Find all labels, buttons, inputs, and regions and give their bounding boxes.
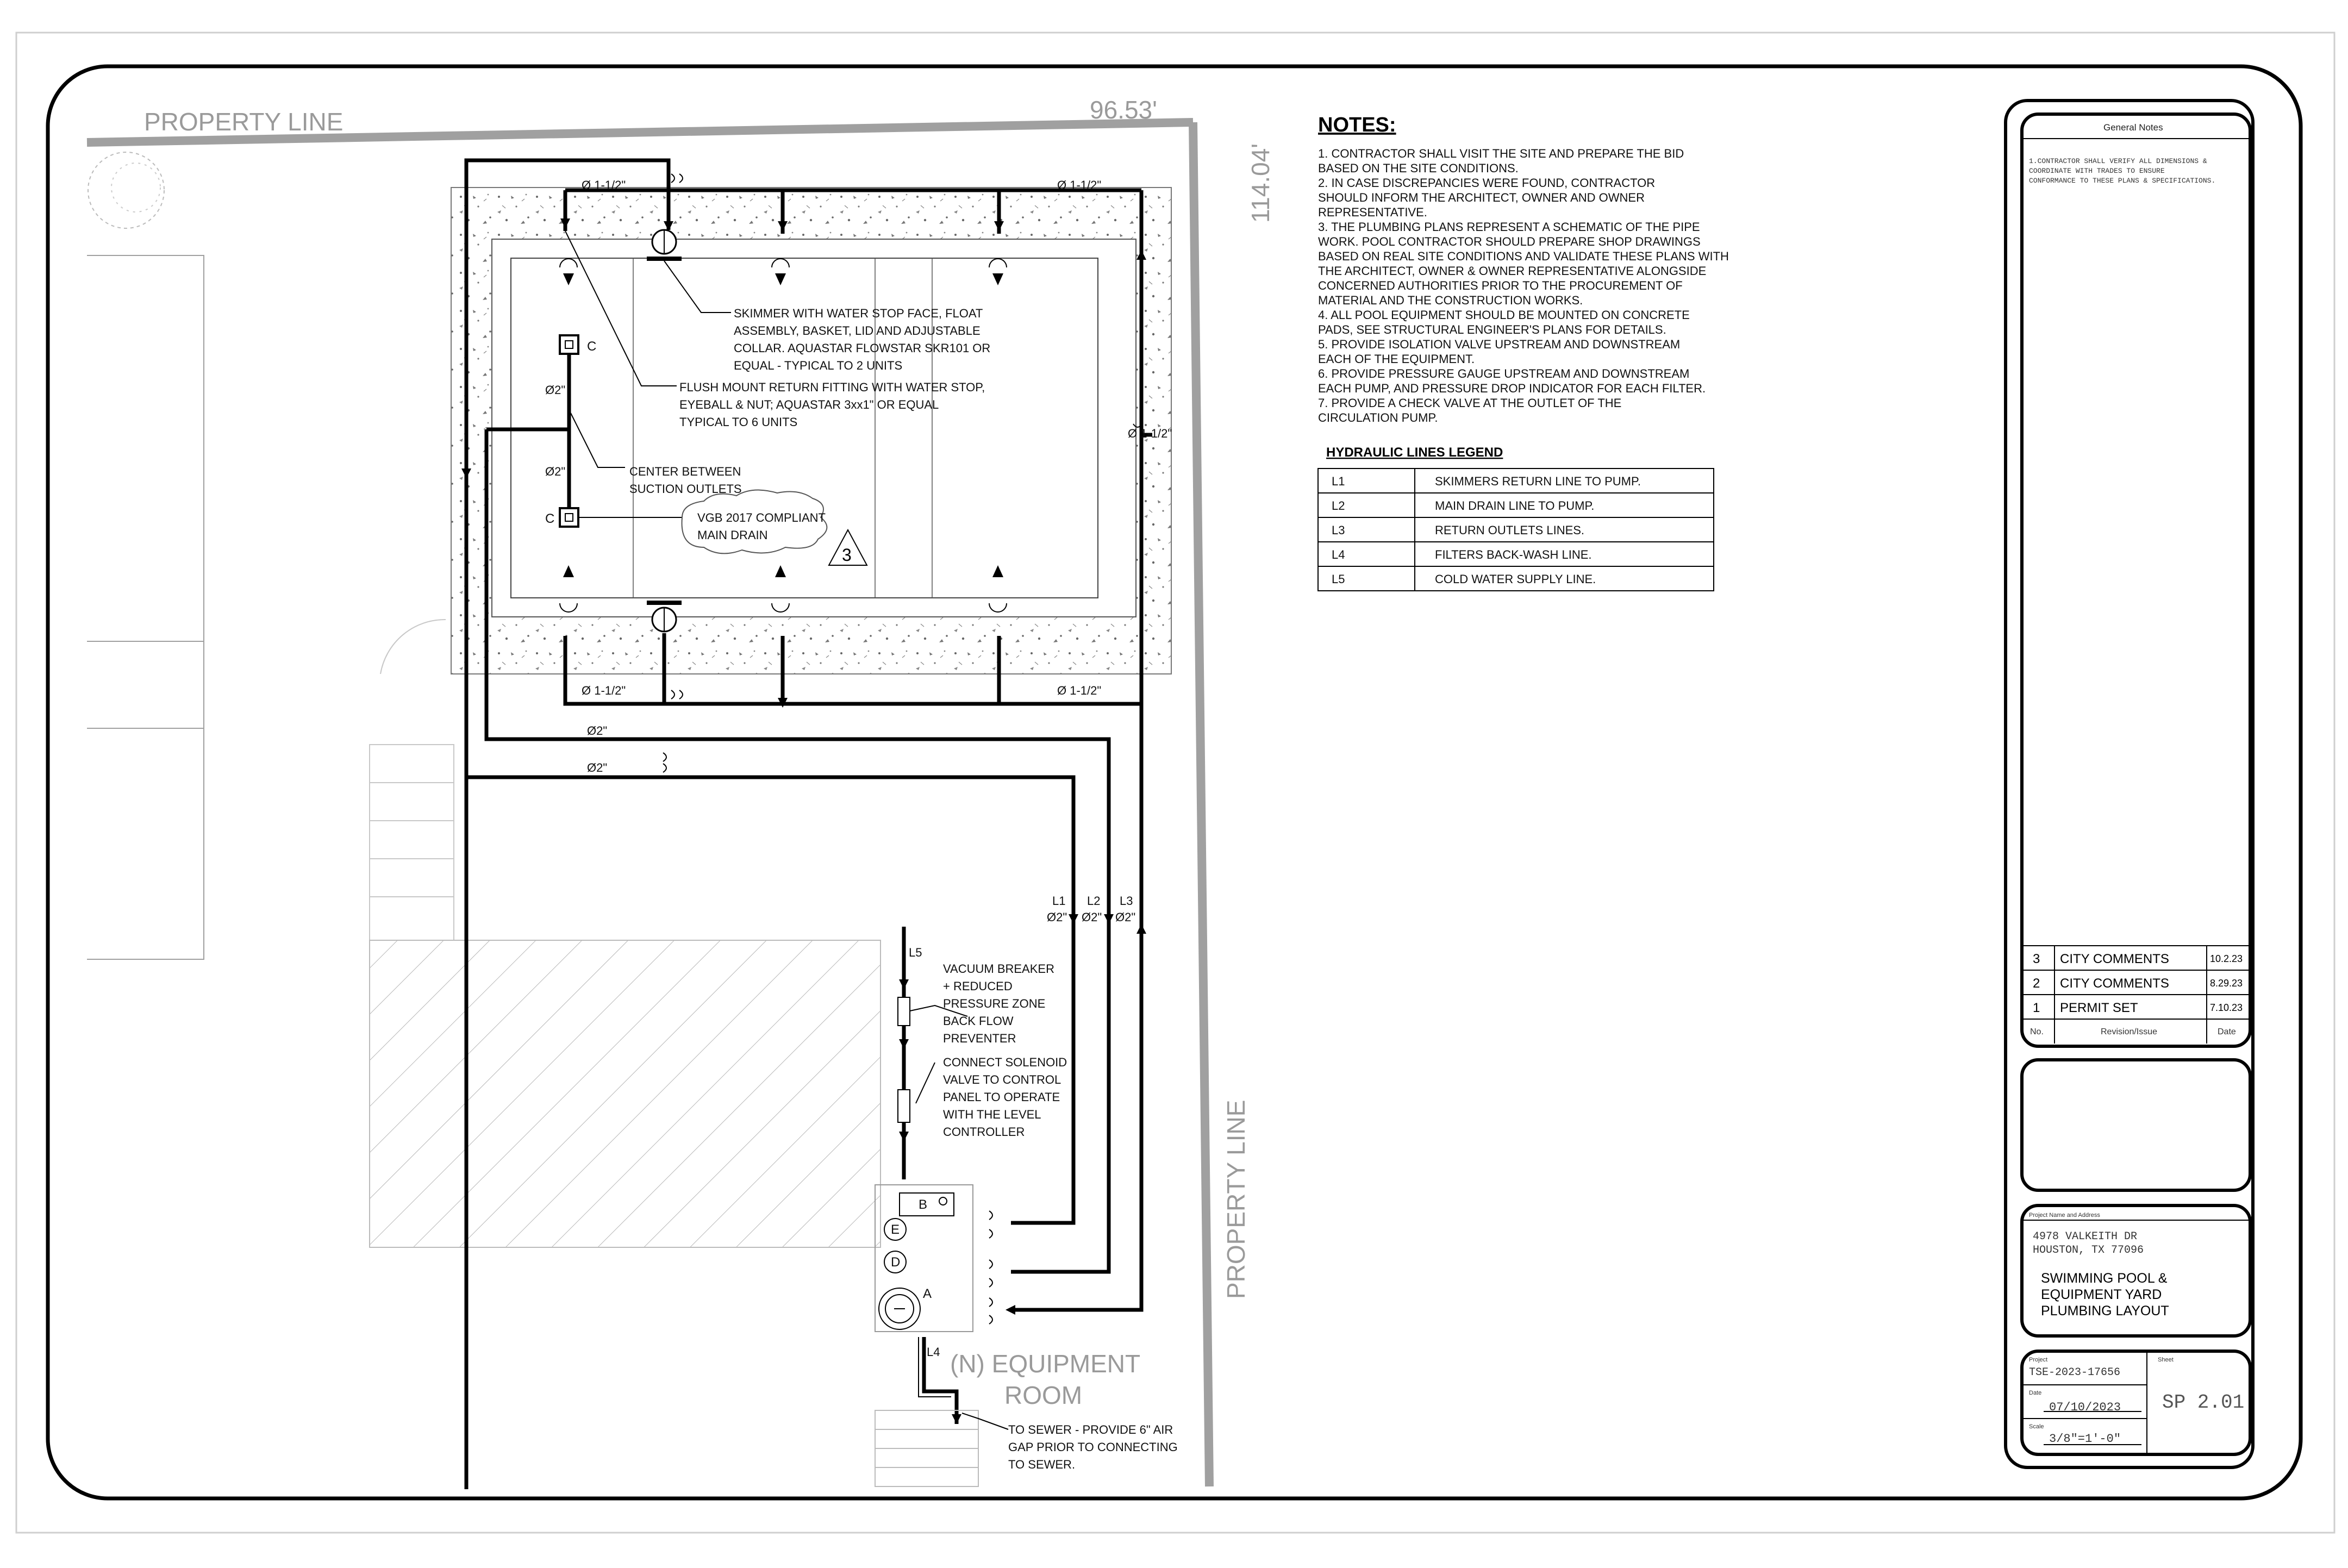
project-no-label: Project bbox=[2029, 1357, 2048, 1363]
svg-text:FLUSH MOUNT RETURN FITTING WIT: FLUSH MOUNT RETURN FITTING WITH WATER STOP, bbox=[679, 380, 985, 394]
svg-text:No.: No. bbox=[2030, 1027, 2044, 1036]
svg-text:TYPICAL TO 6 UNITS: TYPICAL TO 6 UNITS bbox=[679, 415, 798, 429]
line-l5-label: L5 bbox=[909, 946, 922, 959]
svg-text:TO SEWER.: TO SEWER. bbox=[1008, 1458, 1076, 1471]
svg-text:EACH OF THE EQUIPMENT.: EACH OF THE EQUIPMENT. bbox=[1318, 352, 1475, 366]
svg-text:SKIMMERS RETURN LINE TO PUMP.: SKIMMERS RETURN LINE TO PUMP. bbox=[1435, 474, 1641, 488]
address-line-1: 4978 VALKEITH DR bbox=[2033, 1230, 2138, 1243]
solenoid-callout bbox=[943, 1055, 1067, 1139]
line-l3-size: Ø2" bbox=[1115, 910, 1136, 924]
svg-text:PERMIT SET: PERMIT SET bbox=[2060, 1001, 2138, 1015]
pipe-size-top-left: Ø 1-1/2" bbox=[582, 178, 626, 192]
svg-text:PRESSURE ZONE: PRESSURE ZONE bbox=[943, 997, 1046, 1010]
title-block-frame bbox=[2006, 101, 2253, 1467]
solenoid-valve bbox=[898, 1090, 910, 1122]
svg-text:MATERIAL AND THE CONSTRUCTION: MATERIAL AND THE CONSTRUCTION WORKS. bbox=[1318, 293, 1583, 307]
sheet-date: 07/10/2023 bbox=[2049, 1401, 2121, 1414]
svg-text:1.CONTRACTOR SHALL VERIFY ALL: 1.CONTRACTOR SHALL VERIFY ALL DIMENSIONS & bbox=[2029, 157, 2207, 165]
svg-text:ASSEMBLY, BASKET, LID AND ADJU: ASSEMBLY, BASKET, LID AND ADJUSTABLE bbox=[734, 324, 981, 338]
project-name-label: Project Name and Address bbox=[2029, 1212, 2100, 1219]
svg-text:SUCTION OUTLETS: SUCTION OUTLETS bbox=[629, 482, 742, 496]
svg-text:EACH PUMP, AND PRESSURE DROP I: EACH PUMP, AND PRESSURE DROP INDICATOR FOR EACH FILTER. bbox=[1318, 382, 1706, 395]
svg-text:PANEL TO OPERATE: PANEL TO OPERATE bbox=[943, 1090, 1060, 1104]
equipment-b-label: B bbox=[919, 1197, 928, 1212]
address-line-2: HOUSTON, TX 77096 bbox=[2033, 1244, 2144, 1257]
backflow-preventer bbox=[898, 997, 910, 1026]
general-notes-title: General Notes bbox=[2103, 122, 2163, 133]
revision-triangle-number: 3 bbox=[842, 545, 852, 565]
stamp-box bbox=[2022, 1060, 2250, 1190]
svg-text:REPRESENTATIVE.: REPRESENTATIVE. bbox=[1318, 205, 1427, 219]
svg-text:3. THE PLUMBING PLANS: 3. THE PLUMBING PLANS REPRESENT A SCHEMATIC OF THE PIPE bbox=[1318, 220, 1700, 234]
property-line-side-label: PROPERTY LINE bbox=[1222, 1100, 1250, 1299]
svg-text:GAP PRIOR TO CONNECTING: GAP PRIOR TO CONNECTING bbox=[1008, 1440, 1178, 1454]
equipment-room-label-2: ROOM bbox=[1004, 1381, 1083, 1409]
pipe-size-bottom-left: Ø 1-1/2" bbox=[582, 684, 626, 697]
svg-text:CONNECT SOLENOID: CONNECT SOLENOID bbox=[943, 1055, 1067, 1069]
svg-text:VALVE TO CONTROL: VALVE TO CONTROL bbox=[943, 1073, 1061, 1086]
sheet-title bbox=[2041, 1271, 2169, 1319]
svg-text:BASED ON REAL SITE CONDITIONS: BASED ON REAL SITE CONDITIONS AND VALIDATE THESE PLANS WITH bbox=[1318, 249, 1729, 263]
sheet-scale: 3/8"=1'-0" bbox=[2049, 1432, 2121, 1446]
notes-title: NOTES: bbox=[1318, 114, 1396, 136]
svg-text:10.2.23: 10.2.23 bbox=[2210, 953, 2243, 964]
general-notes-box bbox=[2022, 114, 2250, 1046]
line-l4-label: L4 bbox=[927, 1345, 940, 1359]
pipe-size-run-1: Ø2" bbox=[587, 724, 608, 738]
svg-text:FILTERS BACK-WASH LINE.: FILTERS BACK-WASH LINE. bbox=[1435, 548, 1592, 561]
svg-text:COORDINATE WITH TRADES TO ENSU: COORDINATE WITH TRADES TO ENSURE bbox=[2029, 167, 2165, 175]
svg-text:CENTER BETWEEN: CENTER BETWEEN bbox=[629, 465, 741, 478]
svg-text:EQUAL - TYPICAL TO 2 UNITS: EQUAL - TYPICAL TO 2 UNITS bbox=[734, 359, 903, 372]
main-drain-2-label: C bbox=[545, 511, 555, 526]
svg-text:PLUMBING LAYOUT: PLUMBING LAYOUT bbox=[2041, 1303, 2169, 1319]
outer-sheet-border bbox=[16, 33, 2334, 1533]
pipe-size-bottom-right: Ø 1-1/2" bbox=[1057, 684, 1102, 697]
property-line-top-label: PROPERTY LINE bbox=[144, 108, 344, 136]
svg-text:CIRCULATION PUMP.: CIRCULATION PUMP. bbox=[1318, 411, 1438, 424]
property-line-side bbox=[1193, 122, 1209, 1486]
svg-text:6. PROVIDE PRESSURE G: 6. PROVIDE PRESSURE GAUGE UPSTREAM AND DOWNSTREAM bbox=[1318, 367, 1690, 380]
svg-text:1. CONTRACTOR SHALL V: 1. CONTRACTOR SHALL VISIT THE SITE AND PREPARE THE BID bbox=[1318, 147, 1684, 160]
sheet-label: Sheet bbox=[2158, 1357, 2174, 1363]
svg-text:5. PROVIDE ISOLATION: 5. PROVIDE ISOLATION VALVE UPSTREAM AND DOWNSTREAM bbox=[1318, 338, 1681, 351]
steps-outline bbox=[370, 620, 454, 940]
scale-label: Scale bbox=[2029, 1423, 2044, 1430]
svg-text:1: 1 bbox=[2033, 1001, 2040, 1015]
sewer-steps bbox=[875, 1410, 978, 1486]
main-drain-1 bbox=[560, 335, 578, 354]
svg-text:L5: L5 bbox=[1332, 572, 1345, 586]
svg-text:L4: L4 bbox=[1332, 548, 1345, 561]
vacuum-breaker-callout bbox=[943, 962, 1054, 1045]
svg-text:CONTROLLER: CONTROLLER bbox=[943, 1125, 1025, 1139]
svg-text:TO SEWER - PROVIDE 6" AIR: TO SEWER - PROVIDE 6" AIR bbox=[1008, 1423, 1173, 1436]
svg-text:8.29.23: 8.29.23 bbox=[2210, 978, 2243, 989]
svg-text:EYEBALL & NUT; AQUASTAR 3xx1": EYEBALL & NUT; AQUASTAR 3xx1" OR EQUAL bbox=[679, 398, 939, 411]
svg-text:SWIMMING POOL &: SWIMMING POOL & bbox=[2041, 1271, 2168, 1286]
svg-text:VGB 2017 COMPLIANT: VGB 2017 COMPLIANT bbox=[697, 511, 826, 524]
svg-text:COLLAR. AQUASTAR FLOWSTAR SKR1: COLLAR. AQUASTAR FLOWSTAR SKR101 OR bbox=[734, 341, 991, 355]
svg-text:SKIMMER WITH WATER STOP FACE,: SKIMMER WITH WATER STOP FACE, FLOAT bbox=[734, 307, 983, 320]
notes-body bbox=[1318, 147, 1729, 424]
equipment-e-label: E bbox=[891, 1222, 900, 1237]
line-l2-size: Ø2" bbox=[1082, 910, 1102, 924]
svg-text:Revision/Issue: Revision/Issue bbox=[2101, 1027, 2158, 1036]
project-no: TSE-2023-17656 bbox=[2029, 1366, 2121, 1379]
svg-text:MAIN DRAIN LINE TO PUMP.: MAIN DRAIN LINE TO PUMP. bbox=[1435, 499, 1595, 513]
svg-text:CITY COMMENTS: CITY COMMENTS bbox=[2060, 976, 2169, 991]
svg-text:VACUUM BREAKER: VACUUM BREAKER bbox=[943, 962, 1054, 976]
svg-text:L2: L2 bbox=[1332, 499, 1345, 513]
line-l1-size: Ø2" bbox=[1047, 910, 1067, 924]
svg-text:3: 3 bbox=[2033, 952, 2040, 966]
dim-top-label: 96.53' bbox=[1090, 96, 1157, 124]
line-l1-label: L1 bbox=[1052, 894, 1066, 908]
svg-text:WITH THE LEVEL: WITH THE LEVEL bbox=[943, 1108, 1041, 1121]
dim-side-label: 114.04' bbox=[1246, 143, 1275, 223]
pipe-size-left-lower: Ø2" bbox=[545, 465, 566, 478]
svg-text:L1: L1 bbox=[1332, 474, 1345, 488]
svg-text:THE ARCHITECT, OWNER & OWNER R: THE ARCHITECT, OWNER & OWNER REPRESENTATIVE ALONGSIDE bbox=[1318, 264, 1707, 278]
equipment-room-label-1: (N) EQUIPMENT bbox=[950, 1350, 1141, 1378]
line-l3-label: L3 bbox=[1120, 894, 1133, 908]
line-l2-label: L2 bbox=[1087, 894, 1101, 908]
main-drain-1-label: C bbox=[587, 339, 597, 354]
tree-symbol bbox=[88, 152, 164, 228]
svg-text:WORK. POOL CONTRACTOR SHOULD P: WORK. POOL CONTRACTOR SHOULD PREPARE SHOP DRAWINGS bbox=[1318, 235, 1701, 248]
svg-text:CONCERNED AUTHORITIES PRIOR TO: CONCERNED AUTHORITIES PRIOR TO THE PROCUREMENT OF bbox=[1318, 279, 1683, 292]
pipe-size-right-side: Ø 1-1/2" bbox=[1128, 427, 1172, 440]
pipe-size-run-2: Ø2" bbox=[587, 761, 608, 774]
legend-title: HYDRAULIC LINES LEGEND bbox=[1326, 445, 1503, 460]
svg-text:L3: L3 bbox=[1332, 523, 1345, 537]
svg-text:2: 2 bbox=[2033, 976, 2040, 991]
svg-text:CONFORMANCE TO THESE PLANS & S: CONFORMANCE TO THESE PLANS & SPECIFICATIONS. bbox=[2029, 177, 2216, 185]
svg-text:MAIN DRAIN: MAIN DRAIN bbox=[697, 528, 768, 542]
svg-text:SHOULD INFORM THE ARCHITECT, O: SHOULD INFORM THE ARCHITECT, OWNER AND OWNER bbox=[1318, 191, 1645, 204]
svg-text:RETURN OUTLETS LINES.: RETURN OUTLETS LINES. bbox=[1435, 523, 1585, 537]
date-label: Date bbox=[2029, 1390, 2042, 1396]
sewer-callout bbox=[1008, 1423, 1178, 1471]
svg-text:2. IN CASE DISCREPANC: 2. IN CASE DISCREPANCIES WERE FOUND, CONTRACTOR bbox=[1318, 176, 1656, 190]
svg-text:7.10.23: 7.10.23 bbox=[2210, 1002, 2243, 1013]
svg-text:7. PROVIDE A CHECK VA: 7. PROVIDE A CHECK VALVE AT THE OUTLET OF THE bbox=[1318, 396, 1622, 410]
hatched-deck-area bbox=[370, 940, 880, 1247]
svg-text:COLD WATER SUPPLY LINE.: COLD WATER SUPPLY LINE. bbox=[1435, 572, 1596, 586]
svg-text:BASED ON THE SITE CONDITIONS.: BASED ON THE SITE CONDITIONS. bbox=[1318, 161, 1519, 175]
svg-text:+ REDUCED: + REDUCED bbox=[943, 979, 1013, 993]
equipment-d-label: D bbox=[891, 1255, 901, 1270]
svg-text:Date: Date bbox=[2218, 1027, 2236, 1036]
svg-text:BACK FLOW: BACK FLOW bbox=[943, 1014, 1014, 1028]
svg-text:EQUIPMENT YARD: EQUIPMENT YARD bbox=[2041, 1287, 2162, 1302]
neighbor-building-outline bbox=[87, 255, 204, 959]
equipment-a-label: A bbox=[923, 1286, 932, 1301]
svg-text:CITY COMMENTS: CITY COMMENTS bbox=[2060, 952, 2169, 966]
sheet-number: SP 2.01 bbox=[2162, 1391, 2245, 1414]
main-drain-2 bbox=[560, 508, 578, 527]
svg-text:PREVENTER: PREVENTER bbox=[943, 1032, 1016, 1045]
legend-rows bbox=[1332, 474, 1641, 586]
svg-text:4. ALL POOL EQUIPMENT: 4. ALL POOL EQUIPMENT SHOULD BE MOUNTED ON CONCRETE bbox=[1318, 308, 1690, 322]
general-notes-text bbox=[2029, 157, 2215, 185]
svg-text:PADS, SEE STRUCTURAL ENGINEER': PADS, SEE STRUCTURAL ENGINEER'S PLANS FOR DETAILS. bbox=[1318, 323, 1666, 336]
pipe-size-top-right: Ø 1-1/2" bbox=[1057, 178, 1102, 192]
pipe-size-left-upper: Ø2" bbox=[545, 383, 566, 397]
